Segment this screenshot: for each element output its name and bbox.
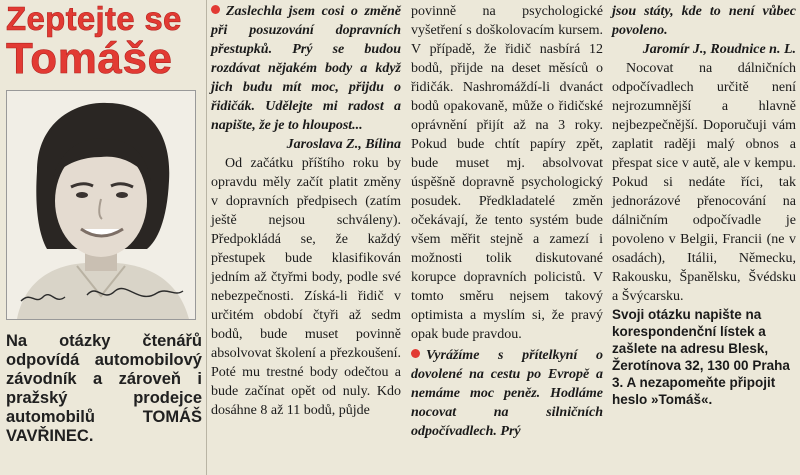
letter1-question-block [211, 2, 401, 135]
text-column-1 [211, 2, 401, 420]
column-divider [206, 0, 207, 475]
title-line-1: Zeptejte se [6, 0, 182, 37]
author-photo [6, 90, 196, 320]
bullet-dot-icon [411, 349, 420, 358]
portrait-illustration [7, 91, 195, 319]
letter2-author: Jaromír J., Roudnice n. L. [642, 42, 796, 57]
title-line-2: Tomáše [6, 34, 173, 83]
column-title [6, 2, 206, 81]
letter2-question-part2: jsou státy, kde to není vůbec povoleno. [612, 4, 796, 38]
letter1-answer-part1: Od začátku příštího roku by opravdu měly začít platit změny v dopravních předpisech (zatím ještě nejsou schváleny). Předpokládá se, že každý přestupek bude klasifikován jedním až čtyřmi body, podle své nebezpečnosti. Získá-li řidič v určitém období čtyři až sedm bodů, bude muset povinně absolvovat školení a přezkoušení. Poté mu trestné body odečtou a bude začínat opět od nuly. Kdo dosáhne 8 až 11 bodů, půjde [211, 156, 401, 418]
text-column-3 [612, 2, 796, 408]
text-column-2 [411, 2, 603, 441]
letter2-question-block [411, 346, 603, 441]
letter2-question-part1: Vyrážíme s přítelkyní o dovolené na cestu po Evropě a nemáme moc peněz. Hodláme nocovat na silničních odpočívadlech. Prý [411, 348, 603, 439]
left-column [0, 0, 205, 475]
letter2-answer: Nocovat na dálničních odpočívadlech určitě není nejrozumnější a hlavně nejbezpečnější. Doporučuji vám zaplatit raději malý obnos a přespat sice v autě, ale v kempu. Pokud si nedáte říci, tak jednorázové přenocování na dálničním odpočívadle je povoleno v Belgii, Francii (ne v osadách), Itálii, Německu, Rakousku, Španělsku, Švédsku a Švýcarsku. [612, 61, 796, 304]
letter1-answer-part2: povinně na psychologické vyšetření s doškolovacím kursem. V případě, že řidič nasbírá 12 bodů, přijde na deset měsíců o řidičák. Nashromáždí-li dvanáct bodů opakovaně, může o řidičské oprávnění přijít až na 3 roky. Pokud bude chtít papíry zpět, bude muset mj. absolvovat úspěšně dopravně psychologický posudek. Předkladatelé změn očekávají, že tento systém bude všem měřit stejně a zamezí i možnosti tolik diskutované korupce dopravních policistů. V tomto směru nejsem takový optimista a myslím si, že pravý opak bude pravdou. [411, 4, 603, 342]
bullet-dot-icon [211, 5, 220, 14]
intro-text: Na otázky čtenářů odpovídá automobilový závodník a zároveň i pražský prodejce automobilů TOMÁŠ VAVŘINEC. [6, 332, 202, 445]
closing-note: Svoji otázku napište na korespondenční lístek a zašlete na adresu Blesk, Žerotínova 32, 130 00 Praha 3. A nezapomeňte připojit heslo »Tomáš«. [612, 307, 790, 407]
letter1-question: Zaslechla jsem cosi o změně při posuzování dopravních přestupků. Prý se budou rozdávat nějakém body a když jich budu mít moc, přijdu o řidičák. Udělejte mi radost a napište, že je to hloupost... [211, 4, 401, 133]
letter1-author: Jaroslava Z., Bílina [286, 137, 401, 152]
